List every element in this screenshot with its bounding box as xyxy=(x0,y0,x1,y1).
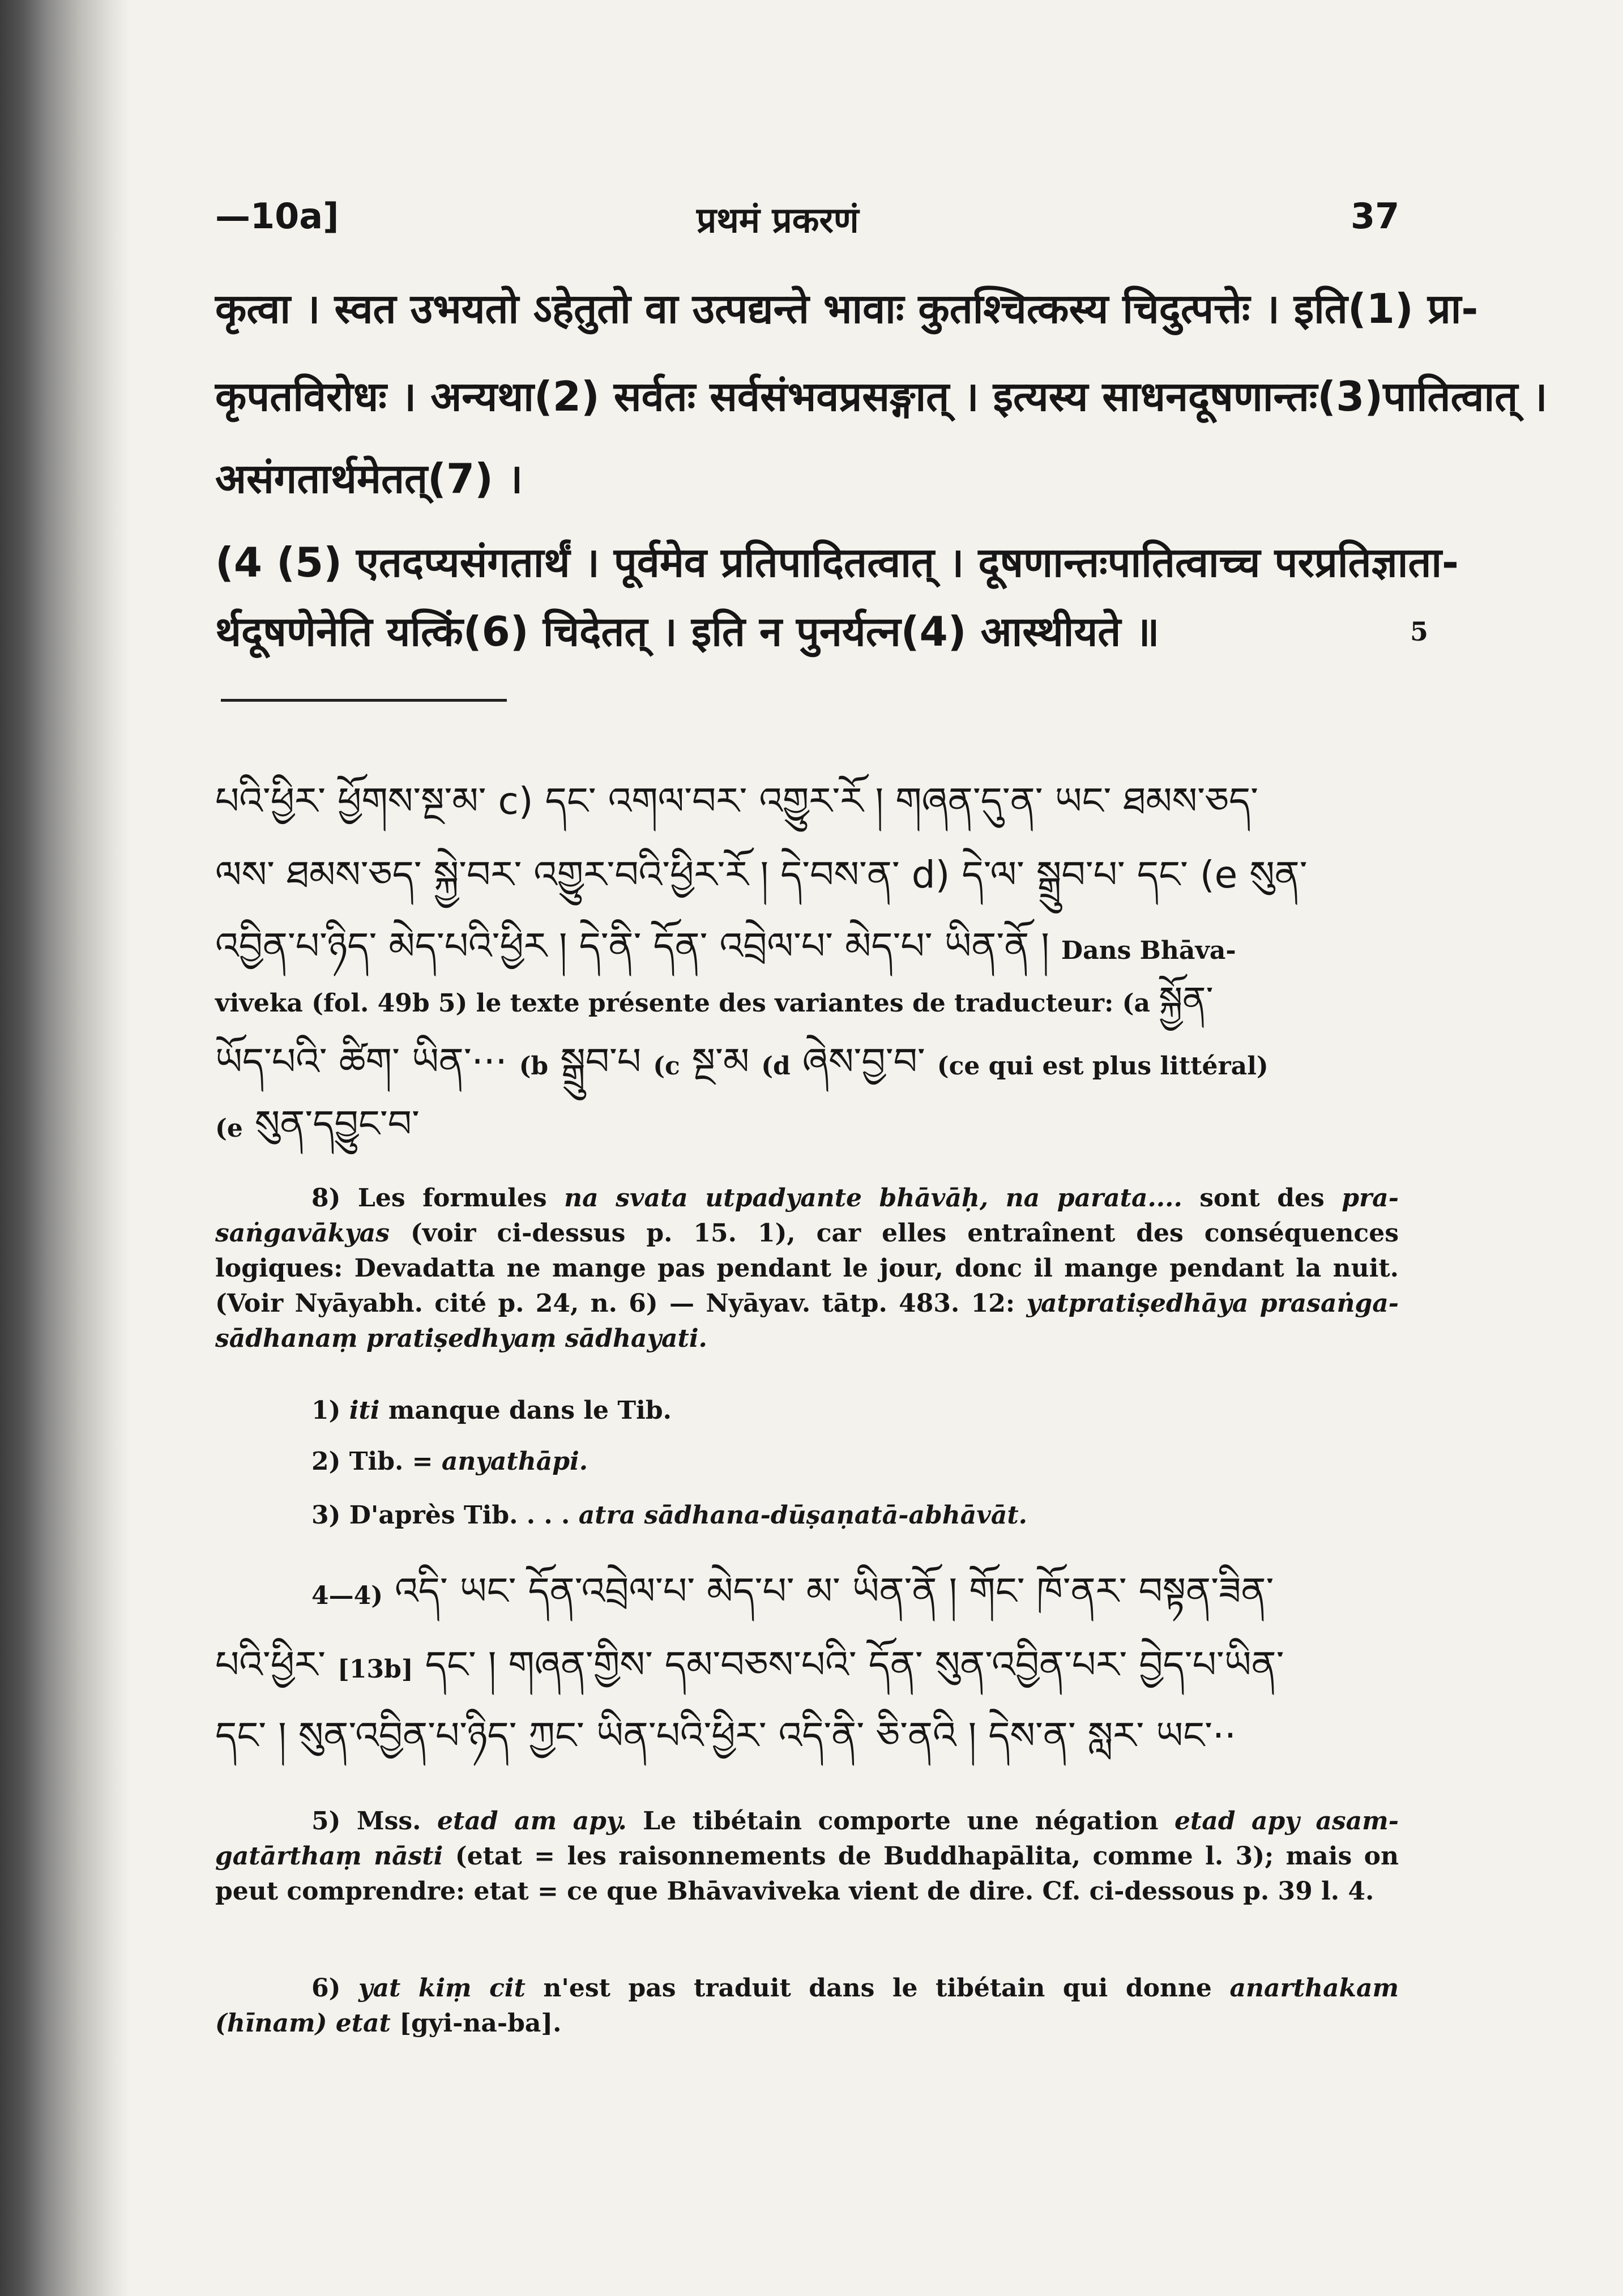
sanskrit-line-5: र्थदूषणेनेति यत्किं(6) चिदेतत् । इति न पुनर्यत्न(4) आस्थीयते ॥ xyxy=(215,608,1160,655)
tibetan-text: སྐྱོན་ xyxy=(1159,979,1214,1020)
footnote-1 xyxy=(311,1396,672,1425)
footnote-label: 2) Tib. = xyxy=(311,1447,433,1476)
header-chapter-title: प्रथमं प्रकरणं xyxy=(697,199,859,241)
header-section-ref: —10a] xyxy=(215,195,339,237)
latin-text: (b xyxy=(519,1052,549,1081)
italic-text: atra sādhana-dūṣaṇatā-abhāvāt. xyxy=(578,1501,1027,1530)
text: Le tibétain comporte une négation xyxy=(643,1807,1159,1836)
footnote-5 xyxy=(215,1804,1399,1909)
footnote-2 xyxy=(311,1447,588,1476)
tibetan-text: འདི་ ཡང་ དོན་འབྲེལ་པ་ མེད་པ་ མ་ ཡིན་ནོ ། གོང་ ཁོ་ནར་ བསྟན་ཟིན་ xyxy=(395,1569,1274,1613)
latin-text: (d xyxy=(761,1052,791,1081)
latin-text: (e xyxy=(215,1114,243,1143)
tibetan-text: སུན་དབྱུང་བ་ xyxy=(254,1102,420,1146)
tibetan-text: སྒྲུབ་པ xyxy=(560,1040,642,1083)
sanskrit-line-4: (4 (5) एतदप्यसंगतार्थं । पूर्वमेव प्रतिपादितत्वात् । दूषणान्तःपातित्वाच्च परप्रतिज्ञाता- xyxy=(215,539,1459,586)
italic-text: pra-saṅgavākyas xyxy=(215,1184,1399,1248)
italic-text: na svata utpadyante bhāvāḥ, na parata.... xyxy=(564,1184,1182,1213)
text: (voir ci-dessus p. 15. 1), car elles entraînent des conséquences logiques: Devadatta ne mange pas pendant le jour, donc il mange pendant la nuit. (Voir Nyāyabh. cité p. 24, n. 6) — Nyāyav. tātp. 483. 12: xyxy=(215,1219,1399,1318)
italic-text: iti xyxy=(349,1396,380,1425)
line-number: 5 xyxy=(1410,616,1429,647)
tibetan-text: ཞེས་བྱ་བ་ xyxy=(802,1040,925,1083)
latin-text: Dans Bhāva- xyxy=(1061,936,1236,965)
italic-text: yatpratiṣedhāya prasaṅga-sādhanaṃ pratiṣedhyaṃ sādhayati. xyxy=(215,1289,1399,1353)
footnote-separator xyxy=(221,699,507,702)
footnote-label: 4—4) xyxy=(311,1581,383,1610)
tibetan-line-2: ལས་ ཐམས་ཅད་ སྐྱེ་བར་ འགྱུར་བའི་ཕྱིར་རོ ། དེ་བས་ན་ d) དེ་ལ་ སྒྲུབ་པ་ དང་ (e སུན་ xyxy=(215,853,1308,897)
sanskrit-line-3: असंगतार्थमेतत्(7) । xyxy=(215,455,523,502)
text: (etat = les raisonnements de Buddhapālita, comme l. 3); mais on peut comprendre: etat = ce que Bhāvaviveka vient de dire. Cf. ci-dessous p. 39 l. 4. xyxy=(215,1842,1399,1906)
page-binding-shadow xyxy=(0,0,130,2296)
italic-text: etad apy asam-gatārthaṃ nāsti xyxy=(215,1807,1399,1871)
tibetan-text: ཡོད་པའི་ ཚིག་ ཡིན་··· xyxy=(215,1040,507,1083)
latin-text: (ce qui est plus littéral) xyxy=(937,1052,1268,1081)
tibetan-note-4-line-3: དང་ ། སུན་འབྱིན་པ་ཉིད་ ཀྱང་ ཡིན་པའི་ཕྱིར་ འདི་ནི་ ཅི་ནའི ། དེས་ན་ སླར་ ཡང་·· xyxy=(215,1714,1236,1757)
footnote-label: 1) xyxy=(311,1396,341,1425)
sanskrit-line-1: कृत्वा । स्वत उभयतो ऽहेतुतो वा उत्पद्यन्ते भावाः कुतश्चित्कस्य चिदुत्पत्तेः । इति(1) प्रा- xyxy=(215,285,1479,332)
footnote-6 xyxy=(215,1971,1399,2041)
italic-text: yat kiṃ cit xyxy=(358,1974,526,2003)
tibetan-text: འབྱིན་པ་ཉིད་ མེད་པའི་ཕྱིར ། དེ་ནི་ དོན་ འབྲེལ་པ་ མེད་པ་ ཡིན་ནོ ། xyxy=(215,924,1049,968)
italic-text: anarthakam xyxy=(1229,1974,1399,2003)
text: manque dans le Tib. xyxy=(388,1396,672,1425)
footnote-label: 5) Mss. xyxy=(311,1807,421,1836)
footnote-label: 6) xyxy=(311,1974,341,2003)
latin-text: viveka (fol. 49b 5) le texte présente des variantes de traducteur: (a xyxy=(215,989,1150,1018)
variant-line-6 xyxy=(215,1082,1399,1171)
tibetan-line-1: པའི་ཕྱིར་ ཕྱོགས་སྔ་མ་ c) དང་ འགལ་བར་ འགྱུར་རོ ། གཞན་དུ་ན་ ཡང་ ཐམས་ཅད་ xyxy=(215,779,1259,823)
sanskrit-line-2: कृपतविरोधः । अन्यथा(2) सर्वतः सर्वसंभवप्रसङ्गात् । इत्यस्य साधनदूषणान्तः(3)पातित्वात् । xyxy=(215,373,1548,420)
footnote-3 xyxy=(311,1501,1027,1530)
italic-text: etad am apy. xyxy=(437,1807,627,1836)
tibetan-text: སྔ་མ xyxy=(691,1040,750,1083)
latin-text: (c xyxy=(653,1052,680,1081)
footnote-label: 8) Les formules xyxy=(311,1184,547,1213)
tibetan-text: པའི་ཕྱིར་ xyxy=(215,1643,326,1687)
page-number: 37 xyxy=(1351,195,1400,237)
folio-reference: [13b] xyxy=(338,1655,413,1684)
footnote-label: 3) D'après Tib. . . . xyxy=(311,1501,570,1530)
italic-text: (hīnam) etat xyxy=(215,2009,391,2038)
tibetan-text: དང་ ། གཞན་གྱིས་ དམ་བཅས་པའི་ དོན་ སུན་འབྱིན་པར་ བྱེད་པ་ཡིན་ xyxy=(425,1643,1284,1687)
text: n'est pas traduit dans le tibétain qui donne xyxy=(543,1974,1212,2003)
text: sont des xyxy=(1199,1184,1325,1213)
text: [gyi-na-ba]. xyxy=(399,2009,562,2038)
footnote-8 xyxy=(215,1181,1399,1356)
italic-text: anyathāpi. xyxy=(441,1447,588,1476)
